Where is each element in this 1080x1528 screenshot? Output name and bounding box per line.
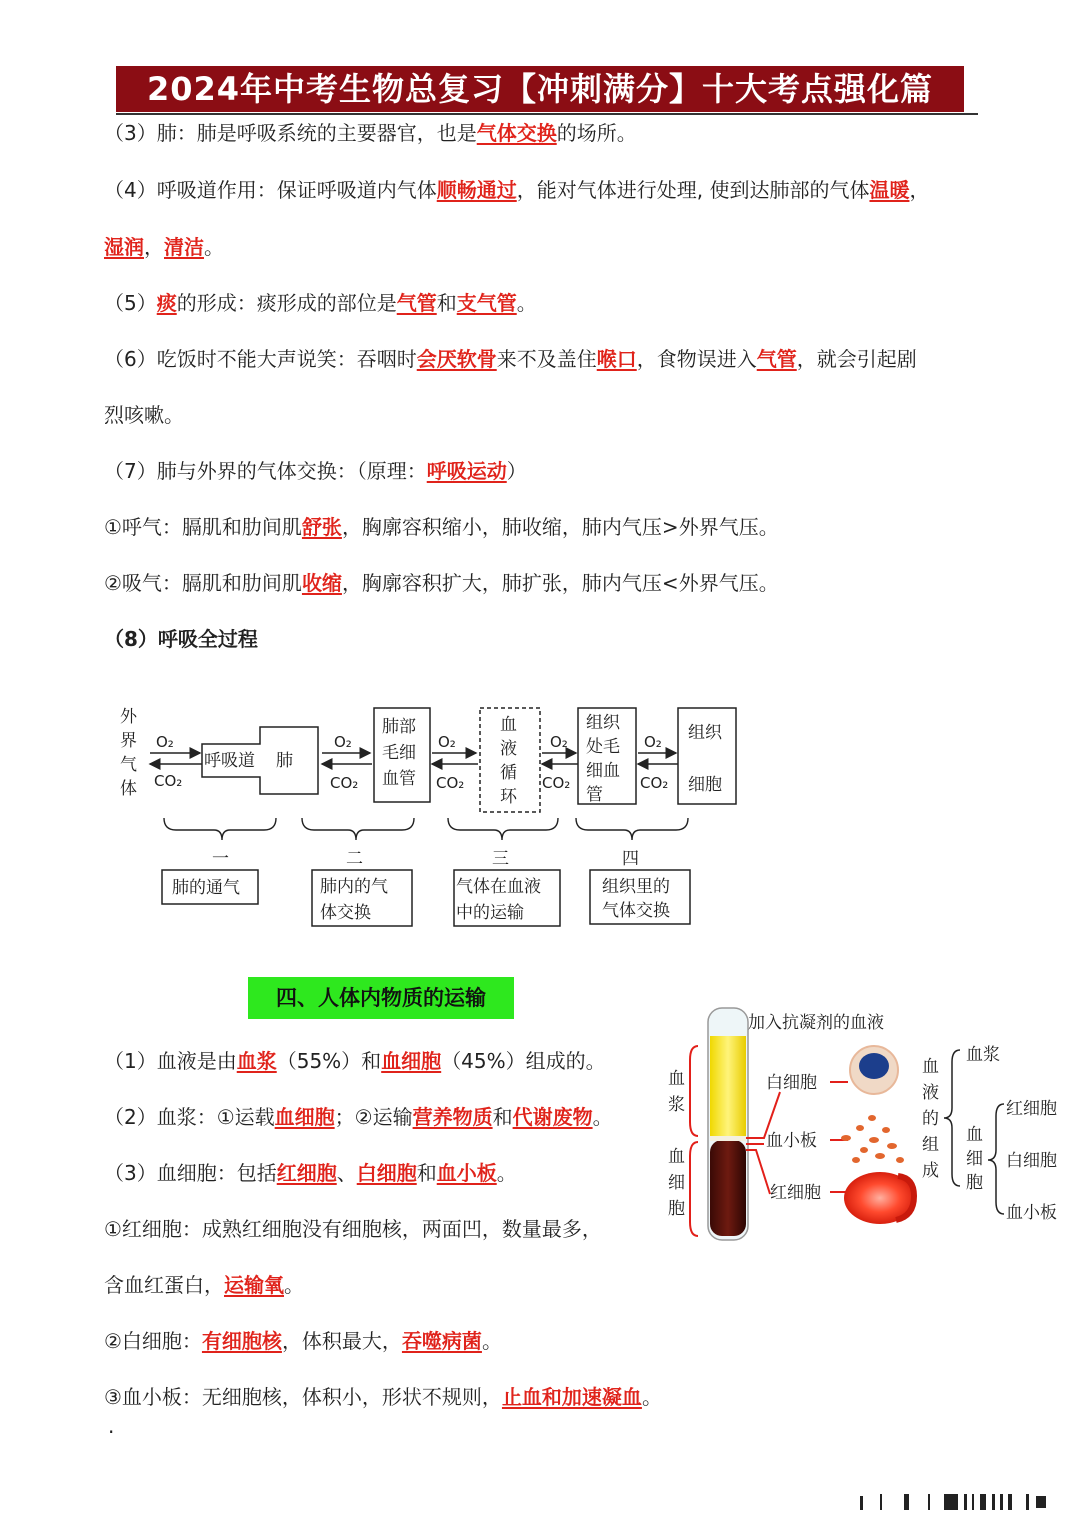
cells-bracket	[690, 1142, 698, 1236]
tube-title: 加入抗凝剂的血液	[748, 1013, 884, 1033]
title-divider	[116, 113, 978, 115]
step-number: 四	[622, 849, 639, 869]
keyword: 红细胞	[276, 1161, 337, 1185]
keyword: 痰	[156, 291, 177, 315]
step-label: 组织里的	[602, 877, 670, 897]
blood-circulation-char: 血	[500, 715, 517, 735]
keyword: 代谢废物	[512, 1105, 593, 1129]
step-number: 二	[346, 849, 363, 869]
tissue-capillary-label: 组织	[586, 713, 620, 733]
text-line-eating-cont: 烈咳嗽。	[104, 403, 184, 427]
keyword: 收缩	[301, 571, 342, 595]
cell-type-label: 血小板	[1006, 1203, 1057, 1223]
step-label: 中的运输	[456, 903, 524, 923]
step-label: 肺内的气	[320, 877, 388, 897]
corner-barcode	[840, 1490, 1060, 1514]
blood-circulation-char: 液	[500, 739, 517, 759]
tissue-capillary-label: 细血	[586, 761, 620, 781]
o2-label: O₂	[550, 733, 568, 751]
keyword: 清洁	[164, 235, 204, 259]
keyword: 气管	[396, 291, 437, 315]
o2-label: O₂	[156, 733, 174, 751]
brace-step-1	[164, 818, 276, 840]
cells-group-char: 细	[966, 1149, 983, 1169]
plasma-label: 血浆	[966, 1045, 1000, 1065]
plasma-side-char: 浆	[668, 1095, 685, 1115]
keyword: 舒张	[301, 515, 342, 539]
blood-circulation-char: 环	[500, 787, 517, 807]
keyword: 呼吸运动	[426, 459, 507, 483]
tissue-cells-label: 细胞	[688, 775, 722, 795]
text-line-platelet: ③血小板：无细胞核，体积小，形状不规则，止血和加速凝血。	[104, 1385, 662, 1409]
step-label: 气体在血液	[456, 877, 541, 897]
brace-step-4	[576, 818, 688, 840]
tissue-capillary-label: 管	[586, 785, 603, 805]
rbc-pointer	[746, 1150, 770, 1194]
airway-label: 呼吸道	[204, 751, 255, 771]
outside-air-char: 气	[120, 755, 137, 775]
keyword: 运输氧	[224, 1273, 284, 1297]
wbc-nucleus	[859, 1053, 889, 1079]
step-number: 三	[492, 849, 509, 869]
plasma-side-char: 血	[668, 1069, 685, 1089]
text-line-rbc-cont: 含血红蛋白，运输氧。	[104, 1273, 304, 1297]
composition-char: 成	[922, 1161, 939, 1181]
cells-group-char: 血	[966, 1125, 983, 1145]
cells-side-char: 胞	[668, 1199, 685, 1219]
cells-layer	[710, 1140, 746, 1236]
text-line-plasma: （2）血浆：①运载血细胞；②运输营养物质和代谢废物。	[104, 1105, 613, 1129]
o2-label: O₂	[438, 733, 456, 751]
cells-brace	[988, 1104, 1004, 1214]
brace-step-2	[302, 818, 414, 840]
co2-label: CO₂	[640, 774, 669, 792]
outside-air-char: 界	[120, 731, 137, 751]
keyword: 气体交换	[476, 121, 557, 145]
keyword: 喉口	[596, 347, 637, 371]
co2-label: CO₂	[154, 772, 183, 790]
brace-step-3	[448, 818, 558, 840]
respiration-diagram	[110, 690, 750, 940]
blood-circulation-char: 循	[500, 763, 517, 783]
keyword: 血小板	[436, 1161, 497, 1185]
co2-label: CO₂	[542, 774, 571, 792]
text-line-rbc: ①红细胞：成熟红细胞没有细胞核，两面凹，数量最多，	[104, 1217, 602, 1241]
keyword: 营养物质	[412, 1105, 493, 1129]
composition-char: 液	[922, 1083, 939, 1103]
keyword: 会厌软骨	[416, 347, 497, 371]
keyword: 血细胞	[381, 1049, 442, 1073]
o2-label: O₂	[334, 733, 352, 751]
wbc-label: 白细胞	[766, 1073, 817, 1093]
cells-group-char: 胞	[966, 1173, 983, 1193]
lung-capillary-label: 肺部	[382, 717, 416, 737]
platelet-label: 血小板	[766, 1131, 817, 1151]
bullet-dot: ·	[108, 1420, 115, 1444]
keyword: 湿润	[104, 235, 144, 259]
cells-side-char: 细	[668, 1173, 685, 1193]
cell-type-label: 红细胞	[1006, 1099, 1057, 1119]
page-title-banner: 2024年中考生物总复习【冲刺满分】十大考点强化篇	[116, 66, 964, 112]
section-header: 四、人体内物质的运输	[248, 977, 514, 1019]
composition-brace	[944, 1050, 960, 1186]
text-line-inhale: ②吸气：膈肌和肋间肌收缩，胸廓容积扩大，肺扩张，肺内气压<外界气压。	[104, 571, 779, 595]
keyword: 白细胞	[356, 1161, 417, 1185]
outside-air-char: 体	[120, 779, 137, 799]
platelet-illustration	[841, 1115, 904, 1163]
keyword: 气管	[756, 347, 797, 371]
text-line-wbc: ②白细胞：有细胞核，体积最大，吞噬病菌。	[104, 1329, 502, 1353]
composition-char: 的	[922, 1109, 939, 1129]
rbc-label: 红细胞	[770, 1183, 821, 1203]
tissue-capillary-label: 处毛	[586, 737, 620, 757]
blood-composition-diagram	[660, 1000, 1070, 1250]
text-line-gas-exchange: （7）肺与外界的气体交换：（原理：呼吸运动）	[104, 459, 527, 483]
keyword: 支气管	[456, 291, 517, 315]
o2-label: O₂	[644, 733, 662, 751]
cells-side-char: 血	[668, 1147, 685, 1167]
plasma-bracket	[690, 1046, 698, 1136]
lung-label: 肺	[276, 751, 293, 771]
text-line-airway-cont: 湿润，清洁。	[104, 235, 224, 259]
cell-type-label: 白细胞	[1006, 1151, 1057, 1171]
buffy-coat	[710, 1136, 746, 1141]
lung-capillary-label: 毛细	[382, 743, 416, 763]
keyword: 血浆	[236, 1049, 277, 1073]
text-line-blood: （1）血液是由血浆（55%）和血细胞（45%）组成的。	[104, 1049, 606, 1073]
outside-air-char: 外	[120, 707, 137, 727]
text-line-blood-cells: （3）血细胞：包括红细胞、白细胞和血小板。	[104, 1161, 517, 1185]
text-line-respiration-title: （8）呼吸全过程	[104, 627, 258, 651]
plasma-layer	[710, 1036, 746, 1140]
keyword: 血细胞	[274, 1105, 335, 1129]
composition-char: 组	[922, 1135, 939, 1155]
text-line-eating: （6）吃饭时不能大声说笑：吞咽时会厌软骨来不及盖住喉口，食物误进入气管，就会引起剧	[104, 347, 917, 371]
step-number: 一	[212, 849, 229, 869]
text-line-lung: （3）肺：肺是呼吸系统的主要器官，也是气体交换的场所。	[104, 121, 637, 145]
keyword: 顺畅通过	[436, 178, 517, 202]
co2-label: CO₂	[436, 774, 465, 792]
keyword: 止血和加速凝血	[501, 1385, 642, 1409]
keyword: 有细胞核	[201, 1329, 282, 1353]
text-line-exhale: ①呼气：膈肌和肋间肌舒张，胸廓容积缩小，肺收缩，肺内气压>外界气压。	[104, 515, 779, 539]
composition-char: 血	[922, 1057, 939, 1077]
step-label: 气体交换	[602, 901, 670, 921]
keyword: 温暖	[869, 178, 910, 202]
text-line-airway: （4）呼吸道作用：保证呼吸道内气体顺畅通过，能对气体进行处理, 使到达肺部的气体温暖，	[104, 178, 930, 202]
step-label: 体交换	[320, 903, 371, 923]
keyword: 吞噬病菌	[401, 1329, 482, 1353]
lung-capillary-label: 血管	[382, 769, 416, 789]
tissue-cells-label: 组织	[688, 723, 722, 743]
text-line-sputum: （5）痰的形成：痰形成的部位是气管和支气管。	[104, 291, 537, 315]
co2-label: CO₂	[330, 774, 359, 792]
step-label: 肺的通气	[172, 878, 240, 898]
